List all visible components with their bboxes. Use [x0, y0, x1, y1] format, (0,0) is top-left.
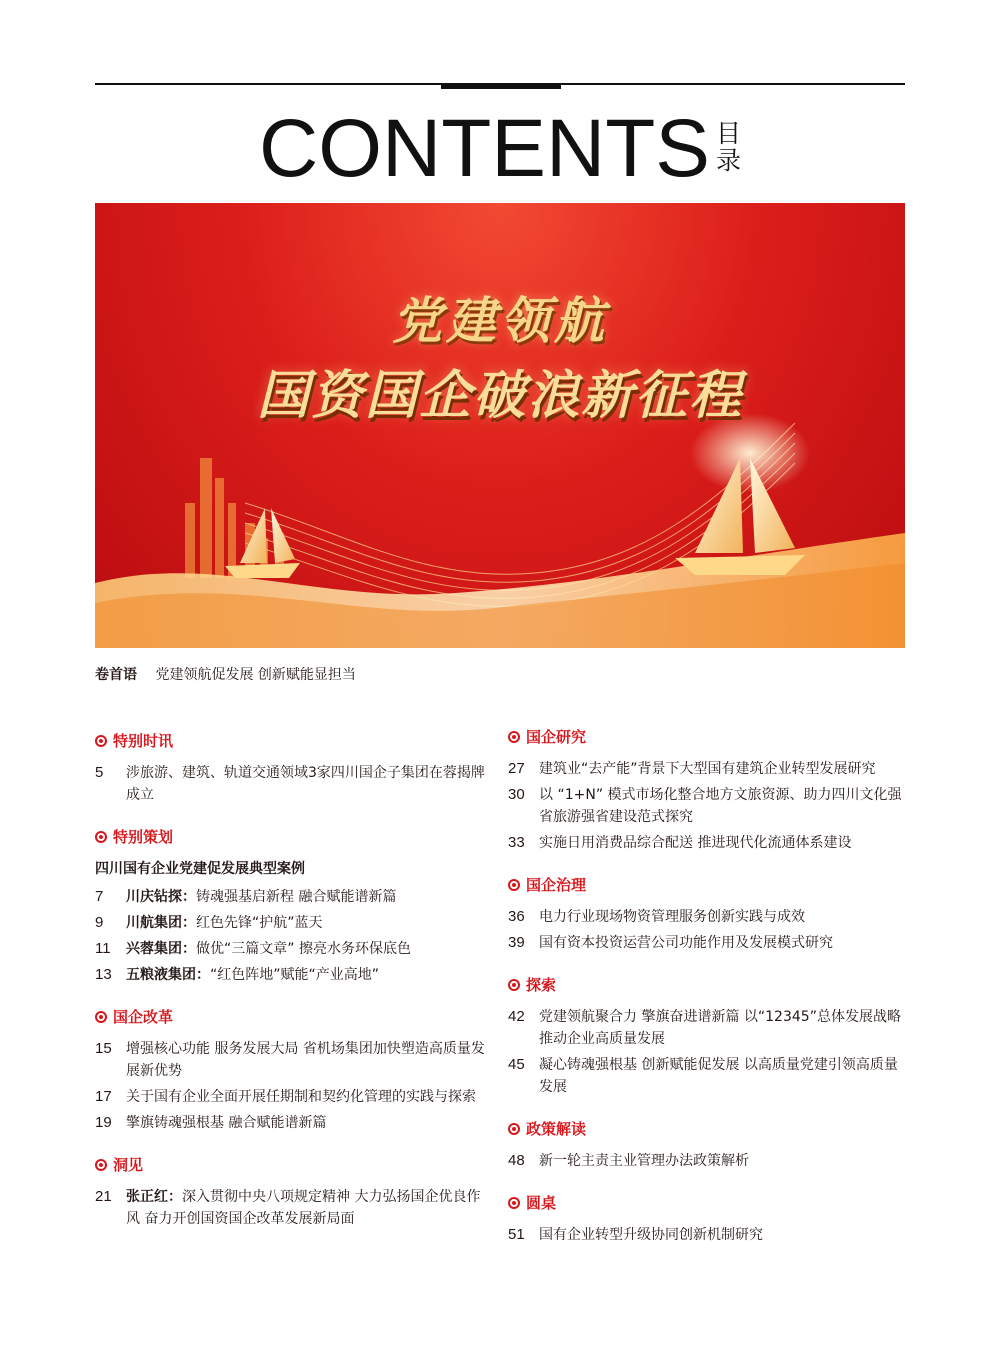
section-title: 圆桌 [526, 1194, 557, 1212]
bullseye-icon [508, 1123, 520, 1135]
section-heading [508, 874, 908, 896]
toc-section [508, 726, 908, 854]
preface-label: 卷首语 [95, 667, 137, 683]
entry-company: 张正红： [126, 1189, 182, 1205]
section-title: 国企研究 [526, 728, 587, 746]
section-title: 特别策划 [113, 828, 174, 846]
title-cn [716, 120, 741, 174]
toc-entry[interactable] [95, 1086, 485, 1108]
toc-section [95, 730, 485, 806]
title-en: CONTENTS [258, 103, 710, 194]
entry-text: 国有企业转型升级协同创新机制研究 [539, 1227, 763, 1243]
sailboat-small [225, 508, 300, 578]
entry-title [126, 964, 485, 986]
section-subheading: 四川国有企业党建促发展典型案例 [95, 861, 305, 877]
page-number: 19 [95, 1114, 112, 1131]
toc-entry[interactable] [95, 762, 485, 806]
page-number: 45 [508, 1056, 525, 1073]
bullseye-icon [95, 735, 107, 747]
toc-entry[interactable] [95, 912, 485, 934]
entry-company: 五粮液集团： [126, 967, 210, 983]
page-number: 21 [95, 1188, 112, 1205]
entry-title [126, 886, 485, 908]
entry-text: 建筑业“去产能”背景下大型国有建筑企业转型发展研究 [539, 761, 876, 777]
entry-text: 实施日用消费品综合配送 推进现代化流通体系建设 [539, 835, 852, 851]
page-number: 7 [95, 888, 104, 905]
entry-text: 国有资本投资运营公司功能作用及发展模式研究 [539, 935, 833, 951]
toc-entry[interactable] [95, 1112, 485, 1134]
entry-text: 涉旅游、建筑、轨道交通领域3家四川国企子集团在蓉揭牌成立 [126, 765, 485, 803]
entry-title [126, 912, 485, 934]
entry-title [539, 1150, 908, 1172]
bullseye-icon [508, 731, 520, 743]
entry-text: 深入贯彻中央八项规定精神 大力弘扬国企优良作风 奋力开创国资国企改革发展新局面 [126, 1189, 481, 1227]
entry-text: 红色先锋“护航”蓝天 [196, 915, 323, 931]
entry-title [126, 1086, 485, 1108]
page-number: 51 [508, 1226, 525, 1243]
toc-section [95, 826, 485, 986]
toc-entry[interactable] [508, 906, 908, 928]
toc-right-column [508, 726, 908, 1266]
entry-text: “红色阵地”赋能“产业高地” [210, 967, 380, 983]
entry-company: 川庆钻探： [126, 889, 196, 905]
page-number: 30 [508, 786, 525, 803]
bullseye-icon [95, 1159, 107, 1171]
entry-title [126, 762, 485, 806]
preface-text: 党建领航促发展 创新赋能显担当 [155, 667, 356, 683]
section-heading [95, 1006, 485, 1028]
toc-section [95, 1006, 485, 1134]
toc-entry[interactable] [95, 1038, 485, 1082]
entry-text: 新一轮主责主业管理办法政策解析 [539, 1153, 749, 1169]
toc-section [508, 874, 908, 954]
entry-text: 铸魂强基启新程 融合赋能谱新篇 [196, 889, 397, 905]
entry-title [539, 932, 908, 954]
entry-title [539, 1006, 908, 1050]
section-heading [508, 1192, 908, 1214]
toc-section [508, 974, 908, 1098]
section-title: 国企治理 [526, 876, 587, 894]
top-rule-tab [441, 83, 561, 89]
toc-entry[interactable] [508, 1006, 908, 1050]
bullseye-icon [95, 1011, 107, 1023]
section-heading [95, 730, 485, 752]
bullseye-icon [508, 979, 520, 991]
bullseye-icon [508, 879, 520, 891]
page-number: 15 [95, 1040, 112, 1057]
entry-text: 增强核心功能 服务发展大局 省机场集团加快塑造高质量发展新优势 [126, 1041, 485, 1079]
entry-text: 擎旗铸魂强根基 融合赋能谱新篇 [126, 1115, 327, 1131]
entry-title [539, 1054, 908, 1098]
toc-entry[interactable] [508, 1224, 908, 1246]
section-heading [95, 1154, 485, 1176]
title-cn-char-1: 目 [715, 119, 741, 148]
entry-title [539, 1224, 908, 1246]
entry-text: 关于国有企业全面开展任期制和契约化管理的实践与探索 [126, 1089, 476, 1105]
entry-title [539, 906, 908, 928]
page-number: 39 [508, 934, 525, 951]
page-number: 5 [95, 764, 104, 781]
entry-text: 党建领航聚合力 擎旗奋进谱新篇 以“12345”总体发展战略推动企业高质量发展 [539, 1009, 901, 1047]
section-title: 探索 [526, 976, 557, 994]
toc-left-column [95, 730, 485, 1250]
entry-title [539, 784, 908, 828]
section-title: 特别时讯 [113, 732, 174, 750]
toc-section [508, 1192, 908, 1246]
page-number: 27 [508, 760, 525, 777]
preface [95, 665, 356, 685]
page-number: 36 [508, 908, 525, 925]
toc-entry[interactable] [508, 758, 908, 780]
entry-text: 以 “1+N” 模式市场化整合地方文旅资源、助力四川文化强省旅游强省建设范式探究 [539, 787, 902, 825]
section-heading [508, 1118, 908, 1140]
cover-banner [95, 203, 905, 648]
title-cn-char-2: 录 [715, 146, 741, 175]
entry-company: 兴蓉集团： [126, 941, 196, 957]
page-number: 48 [508, 1152, 525, 1169]
banner-headline-2: 国资国企破浪新征程 [256, 366, 743, 426]
toc-section [95, 1154, 485, 1230]
bullseye-icon [508, 1197, 520, 1209]
toc-entry[interactable] [95, 938, 485, 960]
section-heading [508, 974, 908, 996]
section-title: 政策解读 [526, 1120, 587, 1138]
section-heading [508, 726, 908, 748]
toc-entry[interactable] [95, 964, 485, 986]
entry-title [126, 1038, 485, 1082]
toc-section [508, 1118, 908, 1172]
toc-entry[interactable] [508, 832, 908, 854]
page-number: 17 [95, 1088, 112, 1105]
section-title: 国企改革 [113, 1008, 174, 1026]
toc-entry[interactable] [508, 932, 908, 954]
banner-headline-1: 党建领航 [392, 291, 608, 350]
entry-title [539, 758, 908, 780]
page-number: 33 [508, 834, 525, 851]
toc-entry[interactable] [508, 1150, 908, 1172]
toc-entry[interactable] [508, 1054, 908, 1098]
toc-entry[interactable] [95, 886, 485, 908]
page-title [0, 103, 1000, 194]
entry-company: 川航集团： [126, 915, 196, 931]
section-heading [95, 826, 485, 848]
toc-entry[interactable] [95, 1186, 485, 1230]
entry-title [126, 1186, 485, 1230]
entry-title [126, 938, 485, 960]
city-skyline [185, 458, 284, 578]
page-number: 13 [95, 966, 112, 983]
section-title: 洞见 [113, 1156, 144, 1174]
entry-title [539, 832, 908, 854]
page-number: 11 [95, 940, 111, 957]
entry-title [126, 1112, 485, 1134]
toc-entry[interactable] [508, 784, 908, 828]
page-number: 42 [508, 1008, 525, 1025]
entry-text: 凝心铸魂强根基 创新赋能促发展 以高质量党建引领高质量发展 [539, 1057, 898, 1095]
page-number: 9 [95, 914, 104, 931]
entry-text: 做优“三篇文章” 擦亮水务环保底色 [196, 941, 411, 957]
entry-text: 电力行业现场物资管理服务创新实践与成效 [539, 909, 805, 925]
bullseye-icon [95, 831, 107, 843]
